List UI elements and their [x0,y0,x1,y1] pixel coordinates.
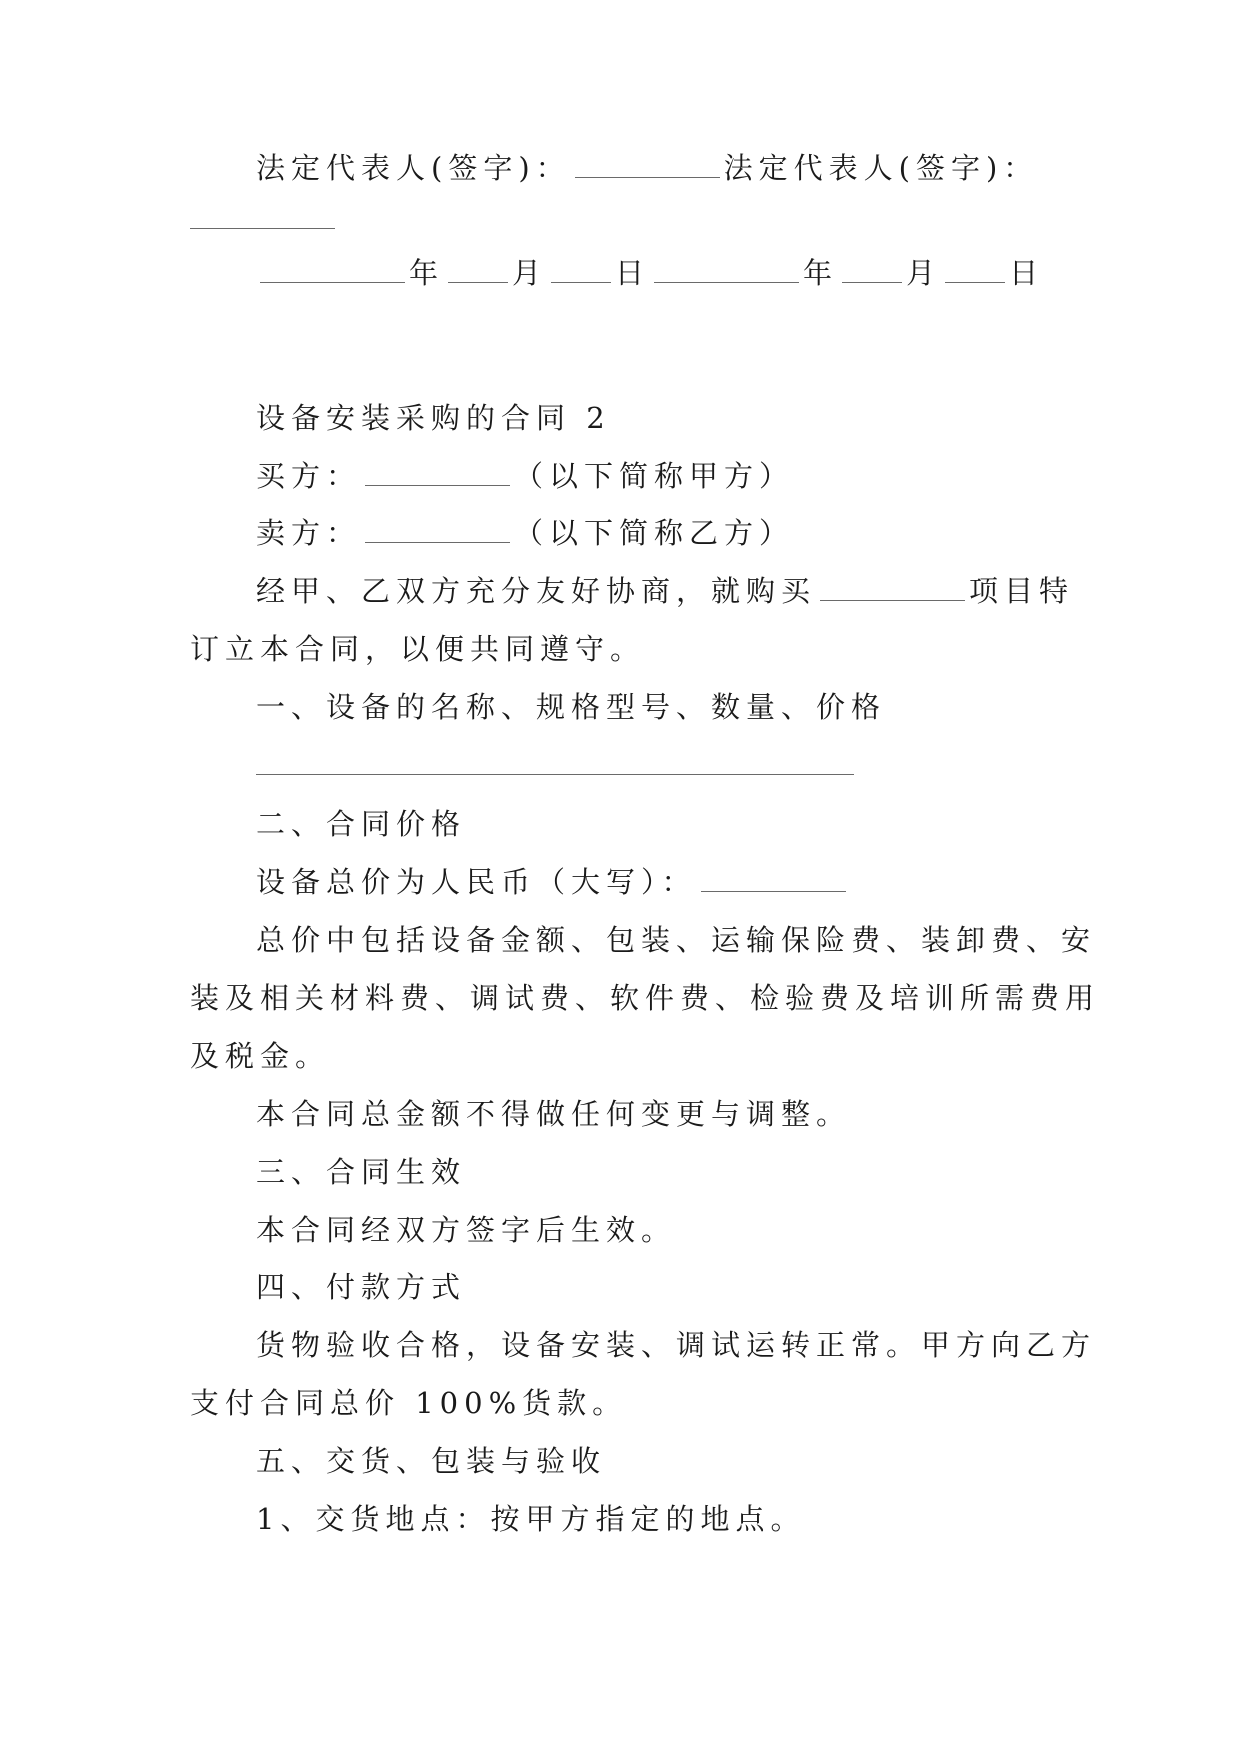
equipment-blank-line [256,774,854,775]
intro-line-1 [256,571,1136,611]
month-label-left: 月 [512,256,548,290]
price-includes-line-1: 总价中包括设备金额、包装、运输保险费、装卸费、安 [256,923,1097,957]
effective-clause: 本合同经双方签字后生效。 [256,1213,677,1247]
intro-start: 经甲、乙双方充分友好协商，就购买 [256,574,817,608]
date-row [256,253,1136,293]
buyer-label: 买方： [256,459,362,493]
buyer-suffix: （以下简称甲方） [514,459,795,493]
day-blank-right [945,256,1005,283]
intro-end: 项目特 [969,574,1075,608]
section-5-title: 五、交货、包装与验收 [256,1444,607,1478]
year-blank-left [260,256,405,283]
section-2-title: 二、合同价格 [256,807,467,841]
total-price-line [256,862,1136,902]
month-label-right: 月 [906,256,942,290]
contract-title: 设备安装采购的合同 2 [256,401,611,435]
seller-label: 卖方： [256,516,362,550]
day-label-left: 日 [615,256,651,290]
delivery-place-clause: 1、交货地点：按甲方指定的地点。 [256,1502,806,1536]
signature-blank-right [190,228,335,229]
legal-rep-label-right: 法定代表人(签字)： [723,151,1039,185]
project-blank [820,574,965,601]
buyer-blank [365,459,510,486]
seller-blank [365,516,510,543]
total-price-blank [701,865,846,892]
section-4-title: 四、付款方式 [256,1270,467,1304]
buyer-line [256,456,1136,496]
year-label-right: 年 [803,256,839,290]
seller-line [256,513,1136,553]
price-includes-line-3: 及税金。 [190,1039,331,1073]
month-blank-right [842,256,902,283]
year-label-left: 年 [409,256,445,290]
no-change-clause: 本合同总金额不得做任何变更与调整。 [256,1097,852,1131]
seller-suffix: （以下简称乙方） [514,516,795,550]
section-3-title: 三、合同生效 [256,1155,467,1189]
signature-row [256,148,1136,188]
legal-rep-label-left: 法定代表人(签字)： [256,151,571,185]
price-includes-line-2: 装及相关材料费、调试费、软件费、检验费及培训所需费用 [190,981,1101,1015]
signature-blank-left [575,151,720,178]
year-blank-right [654,256,799,283]
month-blank-left [448,256,508,283]
section-1-title: 一、设备的名称、规格型号、数量、价格 [256,690,887,724]
intro-line-2: 订立本合同，以便共同遵守。 [190,632,646,666]
payment-line-2: 支付合同总价 100%货款。 [190,1386,628,1420]
payment-line-1: 货物验收合格，设备安装、调试运转正常。甲方向乙方 [256,1328,1097,1362]
day-label-right: 日 [1009,256,1045,290]
total-price-label: 设备总价为人民币（大写）： [256,865,697,899]
day-blank-left [551,256,611,283]
